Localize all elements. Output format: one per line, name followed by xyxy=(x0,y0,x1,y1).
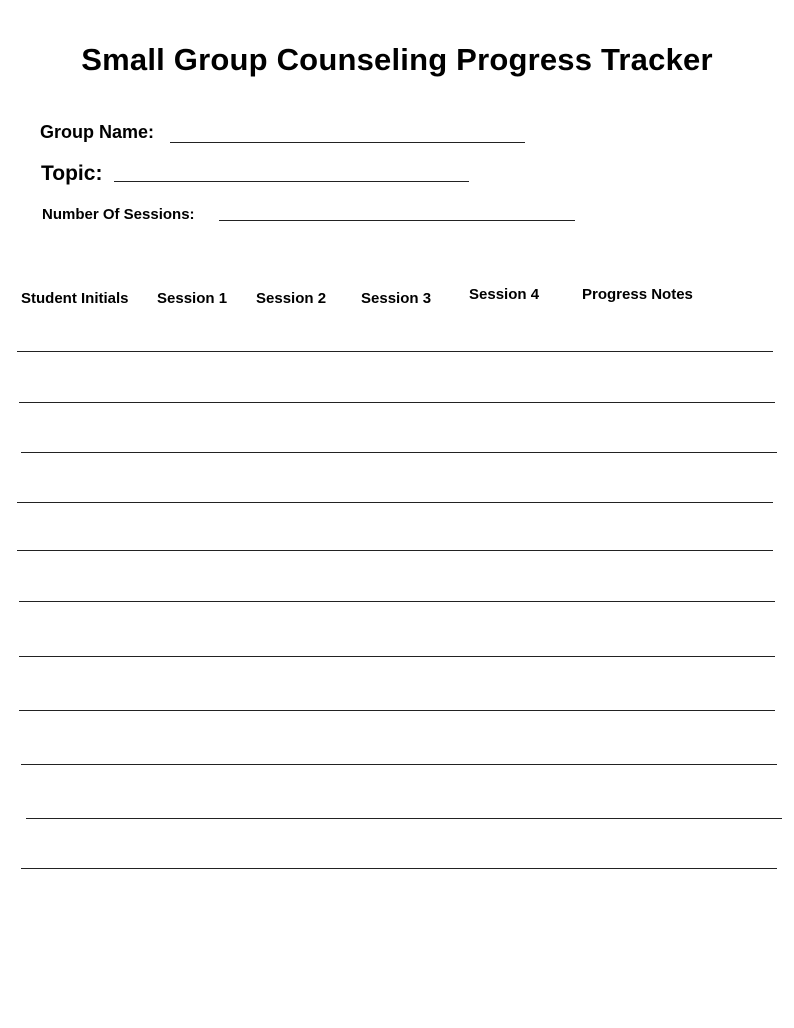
page-title: Small Group Counseling Progress Tracker xyxy=(81,42,713,77)
column-header-student-initials: Student Initials xyxy=(21,290,129,307)
column-header-session-1: Session 1 xyxy=(157,290,228,307)
entry-row-line[interactable] xyxy=(17,502,773,503)
topic-label: Topic: xyxy=(41,162,103,185)
number-of-sessions-field[interactable] xyxy=(219,220,575,221)
entry-row-line[interactable] xyxy=(17,351,773,352)
entry-row-line[interactable] xyxy=(19,656,775,657)
entry-row-line[interactable] xyxy=(19,601,775,602)
column-header-session-4: Session 4 xyxy=(469,286,540,303)
column-header-session-2: Session 2 xyxy=(256,290,327,307)
column-header-progress-notes: Progress Notes xyxy=(582,286,693,303)
column-header-session-3: Session 3 xyxy=(361,290,432,307)
entry-row-line[interactable] xyxy=(19,402,775,403)
group-name-field[interactable] xyxy=(170,142,525,143)
group-name-label: Group Name: xyxy=(40,122,155,142)
topic-field[interactable] xyxy=(114,181,469,182)
entry-row-line[interactable] xyxy=(21,452,777,453)
entry-row-line[interactable] xyxy=(21,868,777,869)
number-of-sessions-label: Number Of Sessions: xyxy=(42,206,195,223)
entry-row-line[interactable] xyxy=(26,818,782,819)
entry-row-line[interactable] xyxy=(17,550,773,551)
entry-row-line[interactable] xyxy=(21,764,777,765)
entry-row-line[interactable] xyxy=(19,710,775,711)
